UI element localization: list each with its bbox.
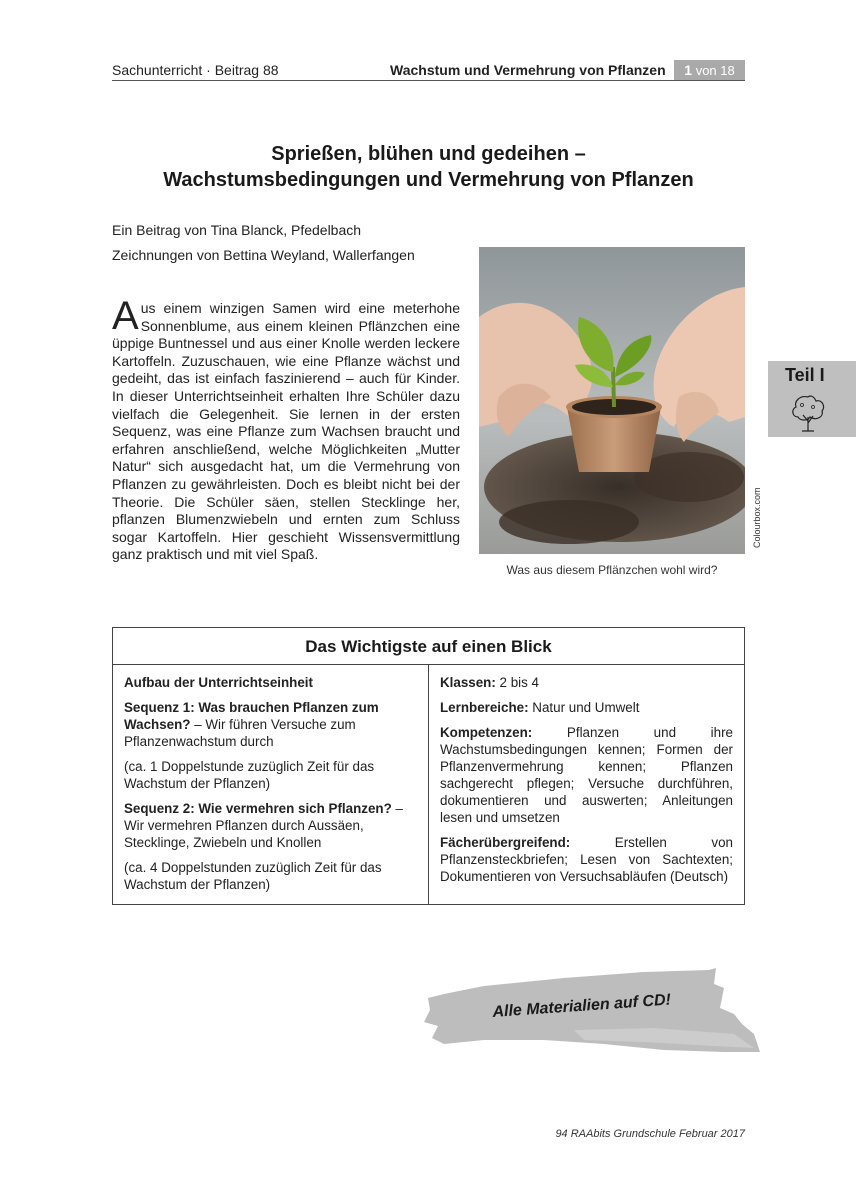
faecher-value: Erstellen von Pflanzensteckbriefen; Lesen von Sachtexten; Dokumentieren von Versuchsabläufen (Deutsch) [440,835,733,884]
title-line-2: Wachstumsbedingungen und Vermehrung von Pflanzen [163,169,694,191]
photo-caption: Was aus diesem Pflänzchen wohl wird? [506,563,718,577]
sequence-2-text: – Wir vermehren Pflanzen durch Aussäen, Stecklinge, Zwiebeln und Knollen [124,801,403,850]
lernbereiche-value: Natur und Umwelt [528,700,640,715]
footer-issue: 94 RAAbits Grundschule Februar 2017 [555,1128,745,1140]
sequence-2-label: Sequenz 2: Wie vermehren sich Pflanzen? [124,801,392,816]
illustrator-line: Zeichnungen von Bettina Weyland, Wallerfangen [112,247,415,263]
tree-icon [788,389,828,433]
sequence-1-text: – Wir führen Versuche zum Pflanzenwachstum durch [124,717,356,749]
drop-cap: A [112,294,139,338]
photo-credit: Colourbox.com [752,487,762,548]
overview-heading: Das Wichtigste auf einen Blick [113,628,744,665]
intro-paragraph [112,294,460,564]
overview-column-divider [428,665,429,904]
header-topic: Wachstum und Vermehrung von Pflanzen [390,62,666,78]
header-rule [112,80,745,81]
klassen-value: 2 bis 4 [495,675,540,690]
page-number: 1 [684,62,693,78]
kompetenzen-value: Pflanzen und ihre Wachstumsbedingungen kennen; Formen der Pflanzenvermehrung kennen; Pflanzen sachgerecht pflegen; Versuche durchführen, dokumentieren und auswerten; Anleitungen lesen und umsetzen [440,725,733,825]
lernbereiche-label: Lernbereiche: [440,700,529,715]
part-tab [768,361,856,437]
intro-text: us einem winzigen Samen wird eine meterhohe Sonnenblume, aus einem kleinen Pflänzchen eine üppige Buntnessel und aus einer Knolle werden leckere Kartoffeln. Zuzuschauen, wie eine Pflanze wächst und gedeiht, das ist einfach faszinierend – auch für Kinder. In dieser Unterrichtseinheit erhalten Ihre Schüler dazu vielfach die Gelegenheit. Sie lernen in der ersten Sequenz, was eine Pflanze zum Wachsen braucht und erfahren anschließend, welche Möglichkeiten „Mutter Natur“ sich ausgedacht hat, um die Vermehrung von Pflanzen zu gewährleisten. Doch es bleibt nicht bei der Theorie. Die Schüler säen, stellen Stecklinge her, pflanzen Blumenzwiebeln und ernten zum Schluss sogar Kartoffeln. Hier geschieht Wissensvermittlung ganz praktisch und mit viel Spaß. [112,300,460,563]
page-title [112,141,745,193]
page-indicator [674,60,745,80]
title-line-1: Sprießen, blühen und gedeihen – [271,143,586,165]
seedling-photo [479,247,745,554]
faecher-label: Fächerübergreifend: [440,835,571,850]
author-line: Ein Beitrag von Tina Blanck, Pfedelbach [112,222,362,238]
seedling-in-pot-photo [479,247,745,554]
cd-banner-text: Alle Materialien auf CD! [492,991,672,1021]
sequence-1-label: Sequenz 1: Was brauchen Pflanzen zum Wachsen? [124,700,379,732]
overview-left-column [124,674,414,901]
kompetenzen-label: Kompetenzen: [440,725,533,740]
sequence-2-time: (ca. 4 Doppelstunden zuzüglich Zeit für das Wachstum der Pflanzen) [124,860,382,892]
page-total: von 18 [695,63,735,78]
overview-right-column [440,674,733,893]
klassen-label: Klassen: [440,675,496,690]
structure-title: Aufbau der Unterrichtseinheit [124,675,313,690]
part-label: Teil I [785,365,825,385]
header-series: Sachunterricht · Beitrag 88 [112,62,279,78]
sequence-1-time: (ca. 1 Doppelstunde zuzüglich Zeit für das Wachstum der Pflanzen) [124,759,375,791]
overview-box [112,627,745,905]
